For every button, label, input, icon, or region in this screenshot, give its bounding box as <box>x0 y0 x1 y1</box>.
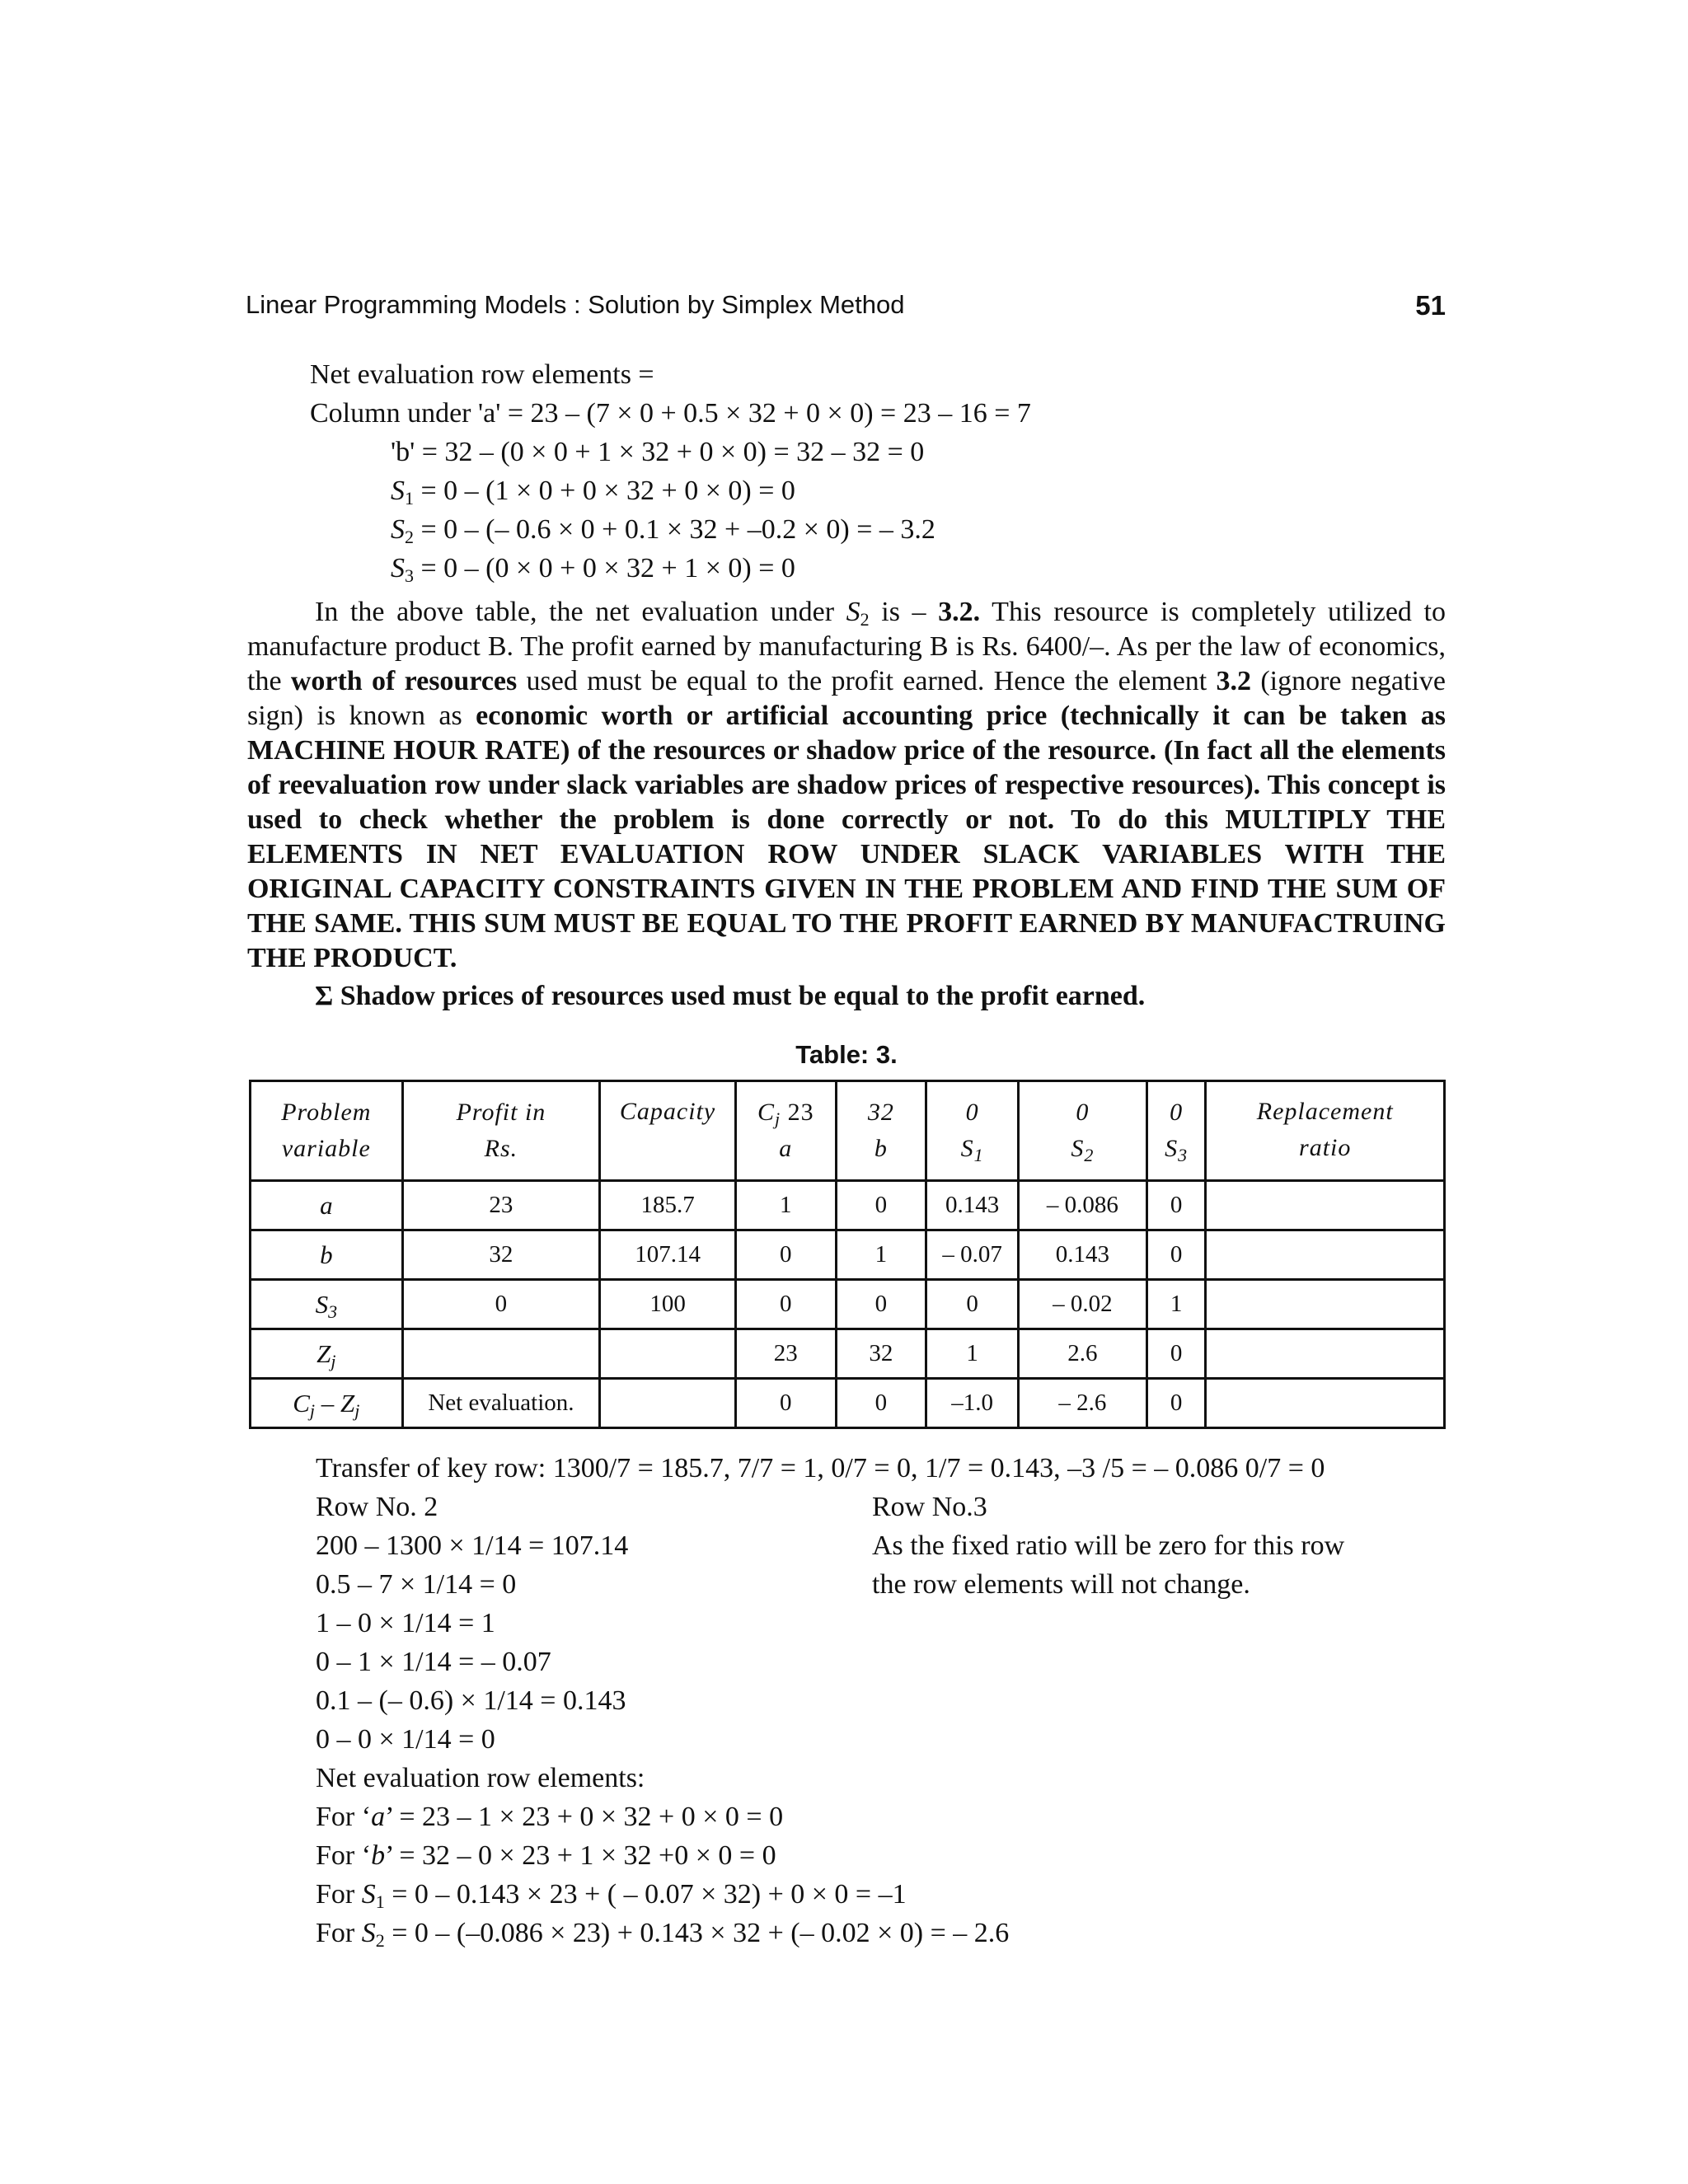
row3-line: As the fixed ratio will be zero for this row <box>872 1530 1345 1561</box>
row-b: 0 <box>836 1379 926 1428</box>
row2-line: 0 – 1 × 1/14 = – 0.07 <box>316 1647 551 1677</box>
table-row <box>251 1230 1445 1280</box>
row-capacity: 185.7 <box>600 1181 736 1230</box>
row-ratio <box>1206 1181 1445 1230</box>
header-s2: 0 $S_2$ <box>1019 1081 1147 1181</box>
row3-column <box>872 1488 1344 1604</box>
transfer-key-row: Transfer of key row: 1300/7 = 185.7, 7/7 = 1, 0/7 = 0, 1/7 = 0.143, –3 /5 = – 0.086 0/7 = 0 <box>316 1453 1325 1483</box>
row3-line: the row elements will not change. <box>872 1569 1250 1600</box>
calc-col-a: Column under 'a' = 23 – (7 × 0 + 0.5 × 32 + 0 × 0) = 23 – 16 = 7 <box>310 398 1031 429</box>
table-row <box>251 1280 1445 1329</box>
net-eval-a: For ‘a’ = 23 – 1 × 23 + 0 × 32 + 0 × 0 = 0 <box>316 1802 784 1832</box>
row-s2: – 2.6 <box>1019 1379 1147 1428</box>
row-capacity <box>600 1329 736 1379</box>
row-ratio <box>1206 1379 1445 1428</box>
row2-line: 0 – 0 × 1/14 = 0 <box>316 1724 495 1755</box>
row-s1: – 0.07 <box>926 1230 1019 1280</box>
row-variable: $C_j - Z_j$ <box>251 1379 403 1428</box>
row-s1: 1 <box>926 1329 1019 1379</box>
calc-col-b: 'b' = 32 – (0 × 0 + 1 × 32 + 0 × 0) = 32 – 32 = 0 <box>391 437 925 467</box>
row-profit <box>402 1329 600 1379</box>
row-a: 0 <box>735 1280 836 1329</box>
row2-title: Row No. 2 <box>316 1492 438 1522</box>
row-b: 0 <box>836 1280 926 1329</box>
header-title: Linear Programming Models : Solution by Simplex Method <box>246 290 905 319</box>
header-capacity: Capacity <box>600 1081 736 1181</box>
row-b: 0 <box>836 1181 926 1230</box>
header-problem-variable: Problem variable <box>251 1081 403 1181</box>
header-cj-a: $C_j$ 23 a <box>735 1081 836 1181</box>
header-s1: 0 $S_1$ <box>926 1081 1019 1181</box>
row-s3: 0 <box>1146 1329 1206 1379</box>
net-eval-b: For ‘b’ = 32 – 0 × 23 + 1 × 32 +0 × 0 = 0 <box>316 1840 776 1871</box>
calc-s2: $S_2 = 0$ – (– 0.6 × 0 + 0.1 × 32 + –0.2 × 0) = – 3.2 <box>391 514 935 547</box>
row-capacity: 107.14 <box>600 1230 736 1280</box>
net-evaluation-calc <box>310 355 1031 588</box>
calc-intro: Net evaluation row elements = <box>310 359 654 390</box>
row-s3: 1 <box>1146 1280 1206 1329</box>
net-eval-s2: For $S_2 = 0 - (-0.086 \times 23) + 0.143 \times 32$ + (– 0.02 × 0) = – 2.6 <box>316 1918 1010 1951</box>
row3-title: Row No.3 <box>872 1492 987 1522</box>
row-ratio <box>1206 1329 1445 1379</box>
header-b: 32 b <box>836 1081 926 1181</box>
row2-line: 0.1 – (– 0.6) × 1/14 = 0.143 <box>316 1685 626 1716</box>
net-eval-title: Net evaluation row elements: <box>316 1763 645 1793</box>
row-s3: 0 <box>1146 1230 1206 1280</box>
row-ratio <box>1206 1280 1445 1329</box>
row-s2: – 0.02 <box>1019 1280 1147 1329</box>
table-caption: Table: 3. <box>795 1040 898 1069</box>
shadow-price-text: In the above table, the net evaluation under $S_2$ is – 3.2. This resource is completely utilized to manufacture product B. The profit earned by manufacturing B is Rs. 6400/–. As per the law of economics, the worth of resources used must be equal to the profit earned. Hence the element 3.2 (ignore negative sign) is known as economic worth or artificial accounting price (technically it can be taken as MACHINE HOUR RATE) of the resources or shadow price of the resource. (In fact all the elements of reevaluation row under slack variables are shadow prices of respective resources). This concept is used to check whether the problem is done correctly or not. To do this MULTIPLY THE ELEMENTS IN NET EVALUATION ROW UNDER SLACK VARIABLES WITH THE ORIGINAL CAPACITY CONSTRAINTS GIVEN IN THE PROBLEM AND FIND THE SUM OF THE SAME. THIS SUM MUST BE EQUAL TO THE PROFIT EARNED BY MANUFACTRUING THE PRODUCT. <box>247 597 1446 973</box>
row-s2: 0.143 <box>1019 1230 1147 1280</box>
sigma-statement: Σ Shadow prices of resources used must be equal to the profit earned. <box>315 981 1146 1011</box>
row-a: 23 <box>735 1329 836 1379</box>
row-variable: a <box>251 1181 403 1230</box>
table-row <box>251 1181 1445 1230</box>
row-s1: 0.143 <box>926 1181 1019 1230</box>
row-profit: 0 <box>402 1280 600 1329</box>
row-s2: – 0.086 <box>1019 1181 1147 1230</box>
row-s3: 0 <box>1146 1379 1206 1428</box>
row2-line: 1 – 0 × 1/14 = 1 <box>316 1608 495 1638</box>
row-profit: 32 <box>402 1230 600 1280</box>
row-profit: 23 <box>402 1181 600 1230</box>
row-capacity <box>600 1379 736 1428</box>
row2-line: 200 – 1300 × 1/14 = 107.14 <box>316 1530 629 1561</box>
row-ratio <box>1206 1230 1445 1280</box>
row-a: 0 <box>735 1230 836 1280</box>
row2-line: 0.5 – 7 × 1/14 = 0 <box>316 1569 517 1600</box>
row-profit: Net evaluation. <box>402 1379 600 1428</box>
row-variable: b <box>251 1230 403 1280</box>
explanation-paragraph <box>247 595 1446 1014</box>
header-profit: Profit in Rs. <box>402 1081 600 1181</box>
header-s3: 0 $S_3$ <box>1146 1081 1206 1181</box>
table-row-zj <box>251 1329 1445 1379</box>
row-b: 1 <box>836 1230 926 1280</box>
calc-s1: $S_1 = 0 - (1 \times 0 + 0 \times 32 + 0 \times 0) = 0$ <box>391 476 795 509</box>
row-a: 0 <box>735 1379 836 1428</box>
row-s3: 0 <box>1146 1181 1206 1230</box>
simplex-table <box>249 1080 1446 1429</box>
row-variable: $S_3$ <box>251 1280 403 1329</box>
calc-s3: $S_3 = 0 - (0 \times 0 + 0 \times 32 + 1 \times 0) = 0$ <box>391 553 795 586</box>
row-s2: 2.6 <box>1019 1329 1147 1379</box>
table-header-row <box>251 1081 1445 1181</box>
row-s1: –1.0 <box>926 1379 1019 1428</box>
page-number: 51 <box>1415 290 1446 321</box>
row-s1: 0 <box>926 1280 1019 1329</box>
header-replacement-ratio: Replacement ratio <box>1206 1081 1445 1181</box>
row-a: 1 <box>735 1181 836 1230</box>
running-header <box>246 290 1446 331</box>
table-row-net-evaluation <box>251 1379 1445 1428</box>
row-variable: $Z_j$ <box>251 1329 403 1379</box>
row-capacity: 100 <box>600 1280 736 1329</box>
net-eval-s1: For $S_1 = 0 - 0.143 \times 23$ + ( – 0.07 × 32) + 0 × 0 = –1 <box>316 1879 907 1912</box>
row-b: 32 <box>836 1329 926 1379</box>
